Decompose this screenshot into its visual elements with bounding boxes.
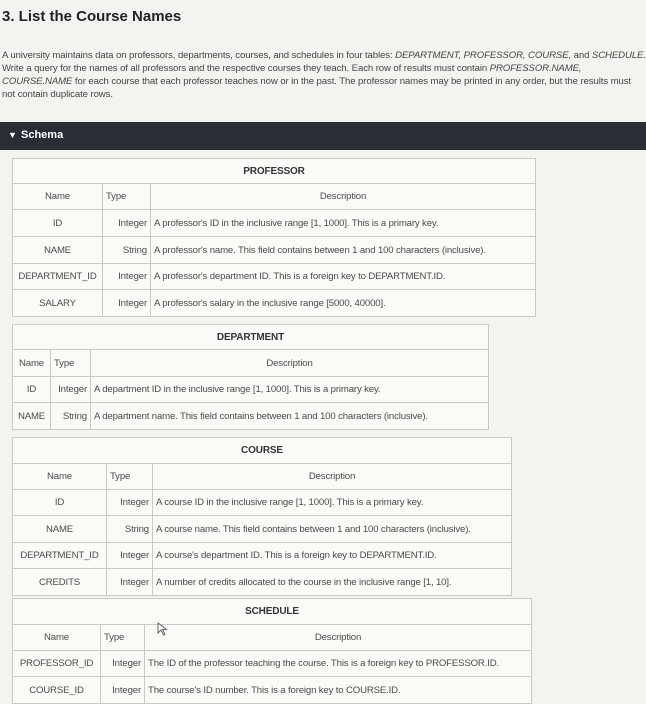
table-row	[13, 677, 532, 704]
cell-description: A course ID in the inclusive range [1, 1000]. This is a primary key.	[153, 490, 512, 516]
table-title: COURSE	[13, 438, 512, 464]
cell-type: Integer	[101, 677, 145, 704]
schedule-table	[12, 598, 532, 704]
cell-name: NAME	[13, 516, 107, 543]
cell-name: SALARY	[13, 290, 103, 317]
cell-type: Integer	[51, 377, 91, 403]
column-header-type: Type	[101, 625, 145, 651]
cell-description: A professor's name. This field contains between 1 and 100 characters (inclusive).	[151, 237, 536, 264]
column-header-name: Name	[13, 625, 101, 651]
column-header-type: Type	[51, 350, 91, 377]
column-header-description: Description	[151, 184, 536, 210]
mouse-pointer-icon	[157, 622, 169, 636]
collapse-triangle-icon: ▼	[8, 130, 17, 140]
table-row	[13, 569, 512, 596]
column-header-name: Name	[13, 350, 51, 377]
column-header-name: Name	[13, 184, 103, 210]
cell-description: A course name. This field contains between 1 and 100 characters (inclusive).	[153, 516, 512, 543]
table-title: DEPARTMENT	[13, 325, 489, 350]
cell-name: CREDITS	[13, 569, 107, 596]
column-header-description: Description	[91, 350, 489, 377]
cell-name: COURSE_ID	[13, 677, 101, 704]
column-header-description: Description	[153, 464, 512, 490]
course-table	[12, 437, 512, 596]
table-row	[13, 210, 536, 237]
problem-description	[2, 49, 646, 101]
intro-text-3: Write a query for the names of all professors and the respective courses they teach. Each row of results must contain	[2, 63, 490, 74]
cell-name: NAME	[13, 403, 51, 430]
table-row	[13, 543, 512, 569]
intro-text-4: for each course that each professor teaches now or in the past. The professor names may be printed in any order, but the results must not contain duplicate rows.	[2, 76, 631, 100]
cell-description: The course's ID number. This is a foreign key to COURSE.ID.	[145, 677, 532, 704]
cell-name: ID	[13, 377, 51, 403]
department-table	[12, 324, 489, 430]
column-header-name: Name	[13, 464, 107, 490]
cell-type: Integer	[101, 651, 145, 677]
cell-description: A department name. This field contains between 1 and 100 characters (inclusive).	[91, 403, 489, 430]
cell-type: Integer	[103, 264, 151, 290]
cell-type: Integer	[107, 569, 153, 596]
cell-type: String	[107, 516, 153, 543]
page-title: 3. List the Course Names	[2, 8, 182, 25]
table-title: PROFESSOR	[13, 159, 536, 184]
schema-toggle[interactable]	[0, 122, 646, 150]
cell-name: PROFESSOR_ID	[13, 651, 101, 677]
column-header-description: Description	[145, 625, 532, 651]
column-header-type: Type	[103, 184, 151, 210]
intro-schedule: SCHEDULE.	[591, 50, 646, 61]
cell-type: Integer	[107, 490, 153, 516]
table-row	[13, 516, 512, 543]
schema-label: Schema	[21, 129, 64, 141]
table-row	[13, 377, 489, 403]
table-row	[13, 264, 536, 290]
cell-name: ID	[13, 490, 107, 516]
table-row	[13, 290, 536, 317]
cell-type: Integer	[103, 290, 151, 317]
intro-tables: DEPARTMENT, PROFESSOR, COURSE,	[395, 50, 572, 61]
intro-text-2: and	[571, 50, 592, 61]
cell-name: ID	[13, 210, 103, 237]
cell-type: Integer	[103, 210, 151, 237]
cell-description: A professor's salary in the inclusive range [5000, 40000].	[151, 290, 536, 317]
cell-description: A number of credits allocated to the course in the inclusive range [1, 10].	[153, 569, 512, 596]
intro-columns: PROFESSOR.NAME, COURSE.NAME	[2, 63, 582, 87]
table-title: SCHEDULE	[13, 599, 532, 625]
table-row	[13, 651, 532, 677]
professor-table	[12, 158, 536, 317]
cell-description: A course's department ID. This is a foreign key to DEPARTMENT.ID.	[153, 543, 512, 569]
intro-text-1: A university maintains data on professors, departments, courses, and schedules in four tables:	[2, 50, 396, 61]
column-header-type: Type	[107, 464, 153, 490]
cell-description: The ID of the professor teaching the course. This is a foreign key to PROFESSOR.ID.	[145, 651, 532, 677]
cell-description: A professor's department ID. This is a foreign key to DEPARTMENT.ID.	[151, 264, 536, 290]
cell-name: DEPARTMENT_ID	[13, 543, 107, 569]
cell-description: A professor's ID in the inclusive range [1, 1000]. This is a primary key.	[151, 210, 536, 237]
table-row	[13, 237, 536, 264]
cell-type: String	[103, 237, 151, 264]
cell-type: Integer	[107, 543, 153, 569]
cell-name: NAME	[13, 237, 103, 264]
cell-type: String	[51, 403, 91, 430]
cell-description: A department ID in the inclusive range [1, 1000]. This is a primary key.	[91, 377, 489, 403]
cell-name: DEPARTMENT_ID	[13, 264, 103, 290]
table-row	[13, 403, 489, 430]
table-row	[13, 490, 512, 516]
